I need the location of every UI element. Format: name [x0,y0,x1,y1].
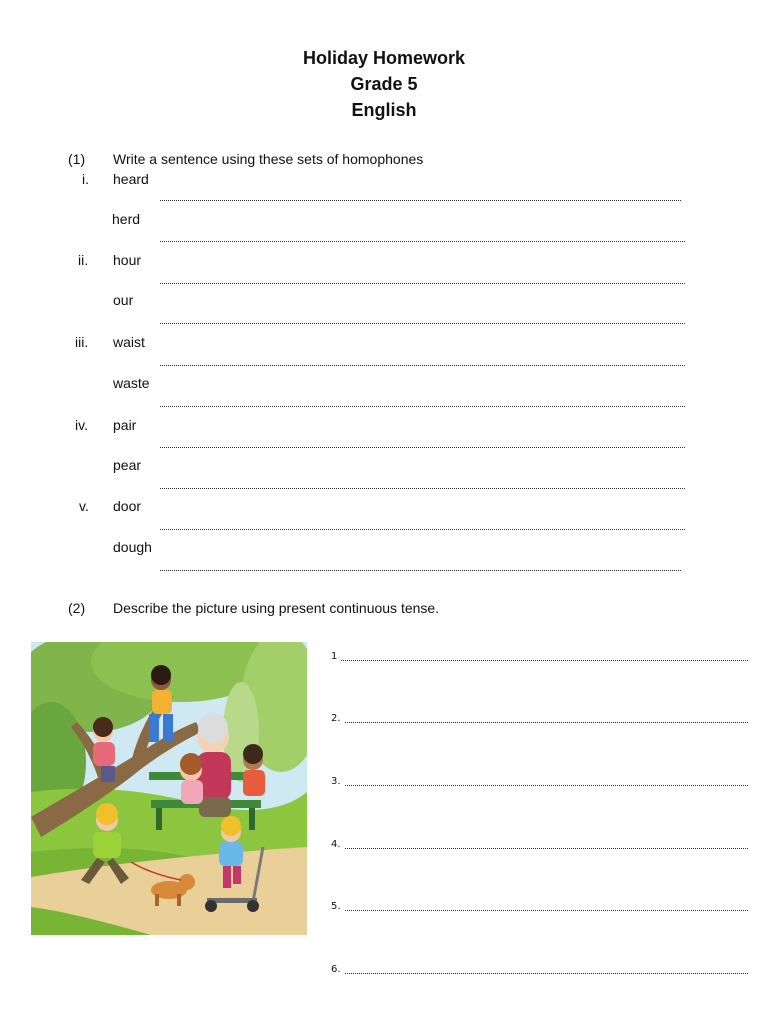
answer-line[interactable] [160,570,681,571]
answer-line[interactable] [160,200,681,201]
answer-line[interactable] [345,910,748,911]
grade-heading: Grade 5 [350,74,418,94]
answer-number: 4. [331,839,341,850]
answer-number: 3. [331,776,341,787]
homophone-pair-1-numeral: i. [82,171,89,187]
homophone-word: heard [113,171,149,187]
answer-number: 5. [331,901,341,912]
homophone-pair-2-numeral: ii. [78,252,89,268]
homophone-pair-4-numeral: iv. [75,417,88,433]
homophone-word: waste [113,375,150,391]
homophone-word: our [113,292,134,308]
homophone-word: hour [113,252,142,268]
answer-line[interactable] [160,241,685,242]
answer-line[interactable] [160,488,685,489]
answer-line[interactable] [345,722,748,723]
homophone-pair-3-numeral: iii. [75,334,89,350]
homophone-pair-5-numeral: v. [79,498,89,514]
answer-line[interactable] [345,785,748,786]
question-2-instruction: Describe the picture using present continuous tense. [113,600,440,616]
answer-number: 2. [331,713,341,724]
answer-line[interactable] [160,365,685,366]
answer-line[interactable] [341,660,748,661]
answer-line[interactable] [160,283,685,284]
answer-line[interactable] [160,447,685,448]
homophone-word: door [113,498,142,514]
subject-heading: English [351,100,417,120]
answer-number: 6. [331,964,341,975]
homophone-word: herd [112,211,141,227]
question-1-number: (1) [68,151,86,167]
question-1-instruction: Write a sentence using these sets of homophones [113,151,424,167]
homophone-word: pear [113,457,142,473]
answer-line[interactable] [345,848,748,849]
question-2-number: (2) [68,600,86,616]
homophone-word: dough [113,539,152,555]
answer-line[interactable] [160,406,685,407]
answer-line[interactable] [160,323,685,324]
answer-line[interactable] [345,973,748,974]
answer-number: 1 [331,651,338,662]
answer-line[interactable] [160,529,685,530]
page-title: Holiday Homework [302,48,466,68]
homophone-word: pair [113,417,137,433]
homophone-word: waist [113,334,145,350]
park-illustration [31,642,307,935]
